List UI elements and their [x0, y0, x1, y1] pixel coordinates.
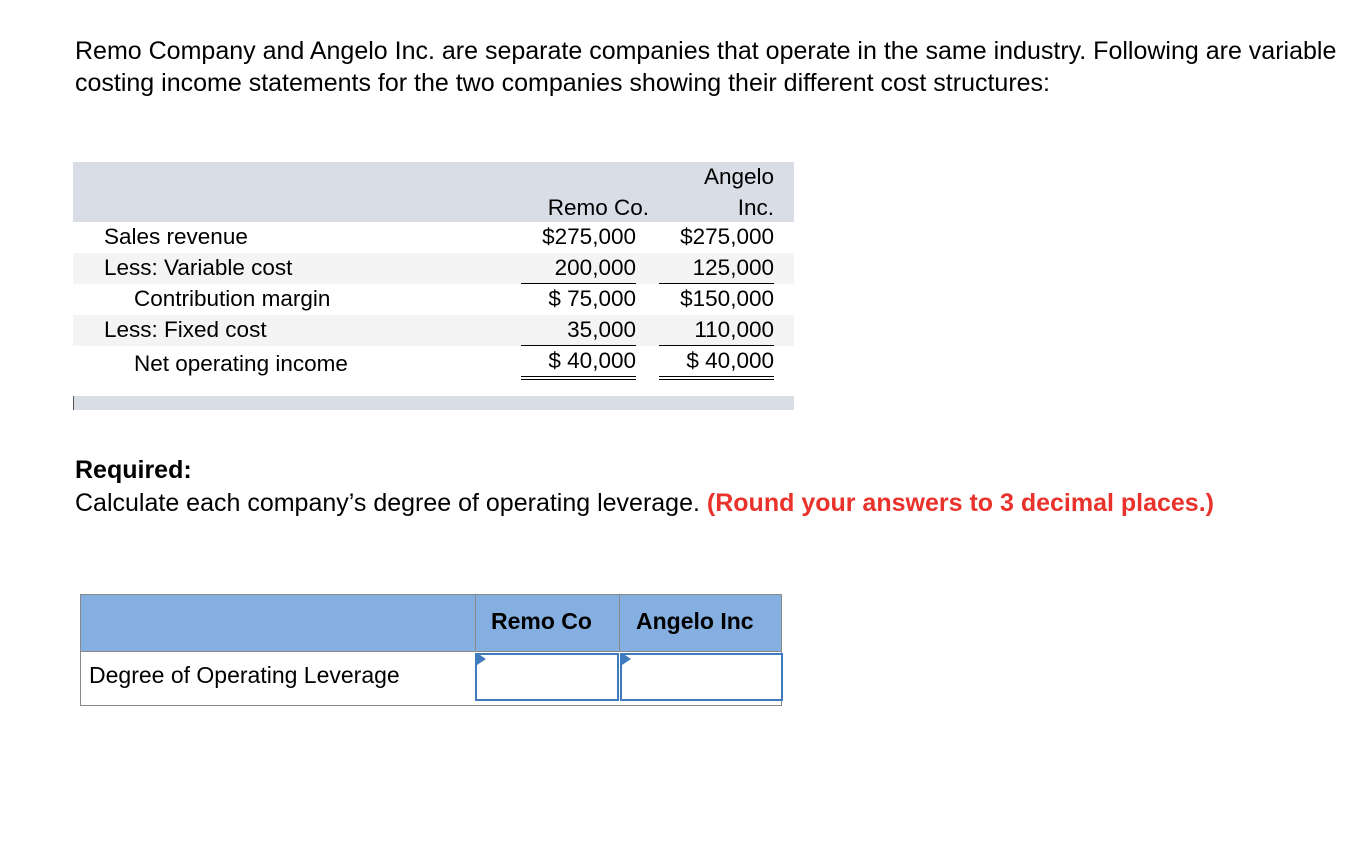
total-double-underline — [521, 376, 636, 380]
remo-value: 200,000 — [554, 255, 636, 280]
row-net-operating-income — [73, 346, 794, 379]
rounding-note: (Round your answers to 3 decimal places.) — [706, 489, 1214, 517]
subtotal-underline — [659, 345, 774, 346]
angelo-value: 125,000 — [692, 255, 774, 280]
column-header-remo-co: Remo Co — [491, 608, 592, 634]
required-text: Calculate each company’s degree of operating leverage. — [75, 489, 700, 517]
remo-dol-input[interactable] — [475, 653, 619, 701]
input-marker-icon — [477, 653, 486, 665]
subtotal-underline — [659, 283, 774, 284]
remo-value: $275,000 — [542, 224, 636, 249]
column-header-angelo-inc: Angelo Inc — [636, 608, 754, 634]
row-label-dol: Degree of Operating Leverage — [89, 662, 400, 688]
row-sales-revenue — [73, 222, 794, 253]
row-contribution-margin — [73, 284, 794, 315]
subtotal-underline — [521, 283, 636, 284]
remo-value: 35,000 — [567, 317, 636, 342]
row-label: Less: Variable cost — [104, 255, 293, 280]
intro-paragraph: Remo Company and Angelo Inc. are separate companies that operate in the same industry. Following are variable costing income statements for the two companies showing their different cost structures: — [75, 37, 1337, 97]
header-angelo-line1: Angelo — [703, 164, 774, 189]
required-heading: Required: — [75, 456, 192, 484]
answer-table — [80, 594, 784, 706]
answer-row-dol — [80, 652, 782, 706]
header-remo-co: Remo Co. — [547, 195, 649, 220]
angelo-value: $150,000 — [680, 286, 774, 311]
header-angelo-line2: Inc. — [737, 195, 774, 220]
row-label: Less: Fixed cost — [104, 317, 267, 342]
answer-table-header — [80, 594, 782, 652]
angelo-value: 110,000 — [694, 317, 774, 342]
remo-value: $ 40,000 — [548, 348, 636, 373]
column-divider — [619, 595, 620, 651]
angelo-value: $275,000 — [680, 224, 774, 249]
subtotal-underline — [521, 345, 636, 346]
statement-footer-bar — [73, 396, 794, 410]
column-divider — [475, 595, 476, 651]
angelo-dol-input[interactable] — [620, 653, 783, 701]
statement-header — [73, 162, 794, 222]
row-variable-cost — [73, 253, 794, 284]
row-label: Net operating income — [134, 351, 348, 376]
input-marker-icon — [622, 653, 631, 665]
row-fixed-cost — [73, 315, 794, 346]
remo-value: $ 75,000 — [548, 286, 636, 311]
total-double-underline — [659, 376, 774, 380]
required-instructions — [75, 487, 1315, 519]
angelo-value: $ 40,000 — [686, 348, 774, 373]
row-label: Contribution margin — [134, 286, 331, 311]
income-statement-table — [73, 162, 794, 379]
row-label: Sales revenue — [104, 224, 248, 249]
